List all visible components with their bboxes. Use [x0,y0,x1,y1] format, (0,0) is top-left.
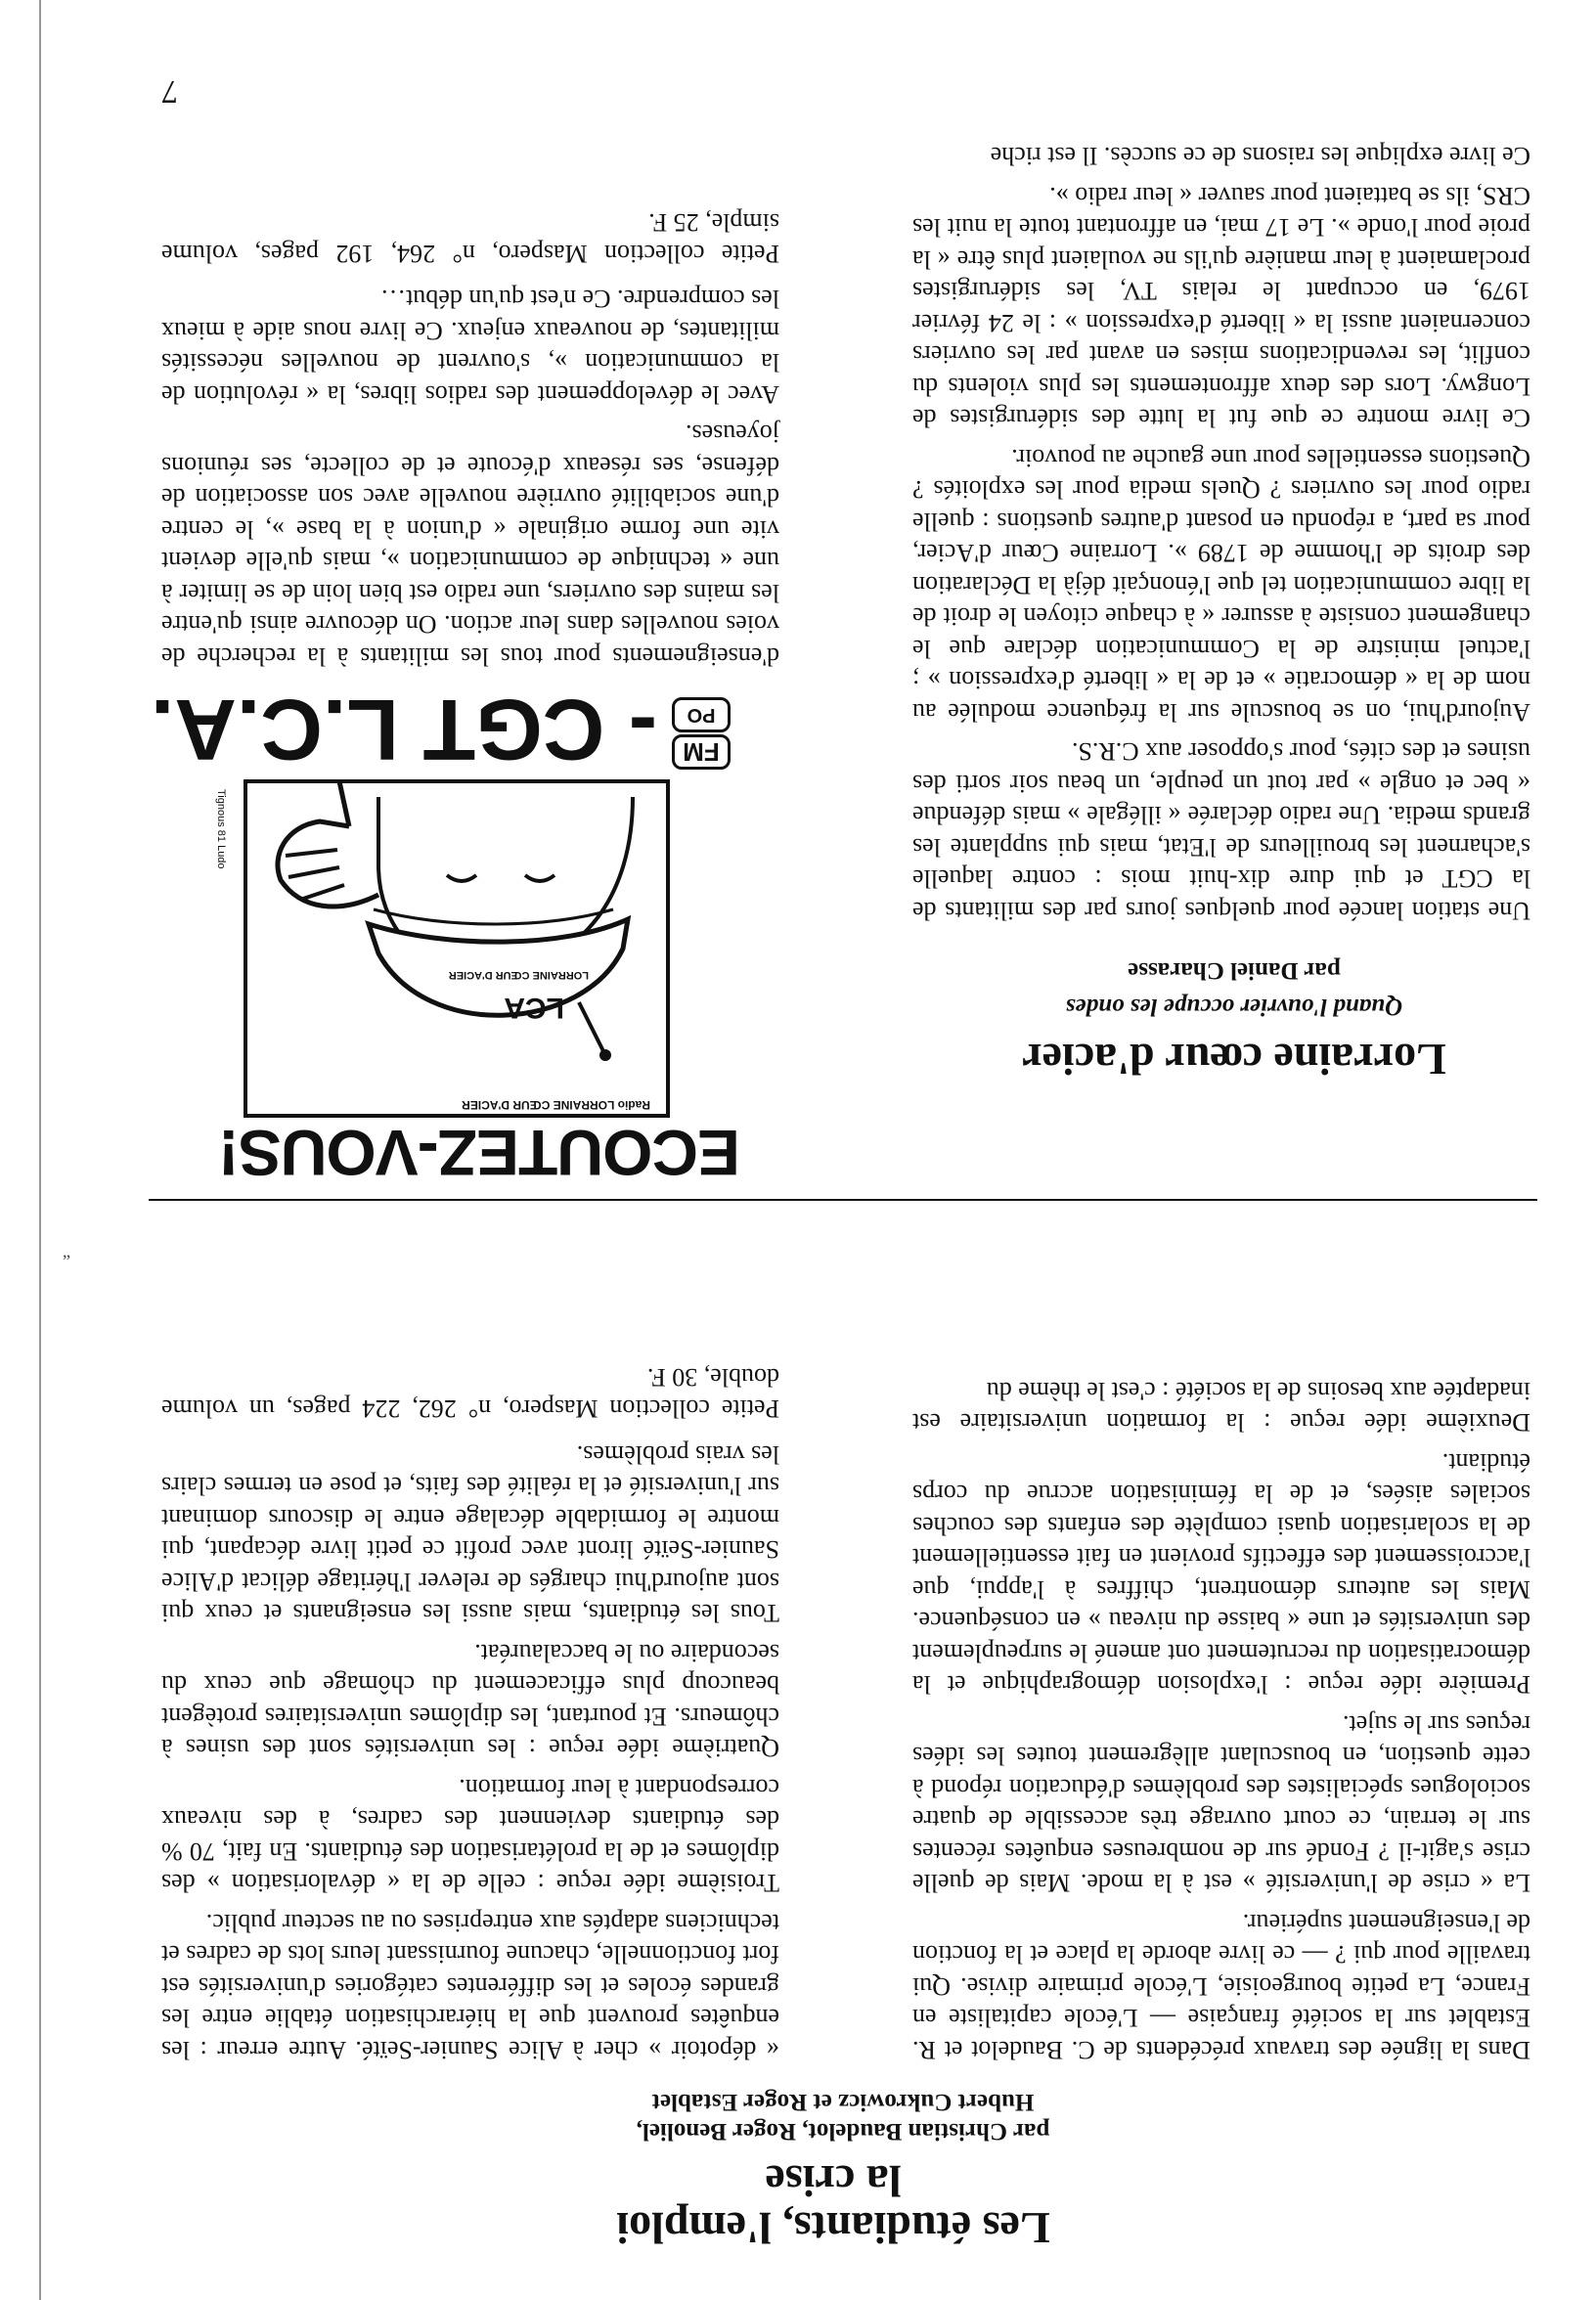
article2-byline: par Daniel Charasse [1128,957,1341,984]
poster-signature: Tignous 81 Ludo [215,789,227,869]
article1-publication-info: Petite collection Maspero, n° 262, 224 pages, un volume double, 30 F. [161,1363,779,1424]
article1-paragraph: La « crise de l'université » est à la mode. Mais de quelle crise s'agit-il ? Fondé sur de nombreuses enquêtes récentes sur le terrain, ce court ouvrage très accessible de quatre sociologues spécialistes des problèmes d'éducation répond à cette question, en bousculant allègrement toutes les idées reçues sur le sujet. [912,1710,1530,1898]
article-separator-rule [149,1199,1537,1201]
article2-column-right [161,206,779,672]
hard-hat-shape [369,919,628,1015]
article1-title [559,2157,1107,2251]
poster-station-label: Radio LORRAINE CŒUR D'ACIER [462,1098,650,1112]
article2-paragraph: d'enseignements pour tous les militants à la recherche de voies nouvelles dans leur action. On découvre ainsi qu'entre les mains des ouvriers, une radio est bien loin de se limiter à une « technique de communication », mais qu'elle devient vite une forme originale « d'union à la base », le centre d'une sociabilité ouvrière nouvelle avec son association de défense, ses réseaux d'écoute et de collecte, ses réunions joyeuses. [161,420,779,671]
article1-byline-line1: par Christian Baudelot, Roger Benoliel, [636,2118,1050,2145]
page-number: 7 [161,73,178,110]
helmet-band-text: LORRAINE CŒUR D'ACIER [448,969,589,981]
article1-column-left [912,1367,1530,2066]
poster-footer-text: - CGT L.C.A. [150,682,657,778]
article1-column-right [161,1362,779,2066]
article2-publication-info: Petite collection Maspero, n° 264, 192 pages, volume simple, 25 F. [161,208,779,268]
article1-byline [520,2087,1166,2145]
margin-mark: “ [63,1244,70,1263]
article2-paragraph: Ce livre montre ce que fut la lutte des sidérurgistes de Longwy. Lors des deux affrontements les plus violents du conflit, les revendications mises en avant par les ouvriers concernaient aussi la « liberté d'expression » : le 24 février 1979, en occupant le relais TV, les sidérurgistes proclamaient à leur manière qu'ils ne voulaient plus être « la proie pour l'onde ». Le 17 mai, en affrontant toute la nuit les CRS, ils se battaient pour sauver « leur radio ». [912,182,1530,433]
article2-paragraph: Aujourd'hui, on se bouscule sur la fréquence modulée au nom de la « démocratie » et de la « liberté d'expression » ; l'actuel ministre de la Communication déclare que le changement consiste à assurer « à chaque citoyen le droit de la libre communication tel que l'énonçait déjà la Déclaration des droits de l'homme de 1789 ». Lorraine Cœur d'Acier, pour sa part, a répondu en posant d'autres questions : quelle radio pour les ouvriers ? Quels media pour les exploités ? Questions essentielles pour une gauche au pouvoir. [912,444,1530,727]
article2-title: Lorraine cœur d'acier [1022,1035,1446,1084]
badge-fm: FM [672,734,731,770]
article1-paragraph: Deuxième idée reçue : la formation universitaire est inadaptée aux besoins de la société : c'est le thème du [912,1377,1530,1438]
article1-paragraph: Quatrième idée reçue : les universités sont des usines à chômeurs. Et pourtant, les diplômes universitaires protègent beaucoup plus efficacement du chômage que ceux du secondaire ou le baccalauréat. [161,1639,779,1763]
article1-title-line2: la crise [765,2156,902,2206]
article2-paragraph: Ce livre explique les raisons de ce succès. Il est riche [990,142,1530,171]
article1-title-line1: Les étudiants, l'emploi [616,2203,1050,2253]
article1-paragraph: Dans la lignée des travaux précédents de C. Baudelot et R. Establet sur la société française — L'école capitaliste en France, La petite bourgeoisie, L'école primaire divise. Qui travaille pour qui ? — ce livre aborde la place et la fonction de l'enseignement supérieur. [912,1909,1530,2064]
article1-paragraph: Première idée reçue : l'explosion démographique et la démocratisation du recrutement ont amené le surpeuplement des universités et une « baisse du niveau » en conséquence. Mais les auteurs démontrent, chiffres à l'appui, que l'accroissement des effectifs provient en fait essentiellement de la scolarisation quasi complète des enfants des couches sociales aisées, et de la féminisation accrue du corps étudiant. [912,1448,1530,1700]
poster-illustration [150,682,779,1190]
article2-paragraph: Avec le développement des radios libres, la « révolution de la communication », s'ouvrent de nouvelles nécessités militantes, de nouveaux enjeux. Ce livre nous aide à mieux les comprendre. Ce n'est qu'un début… [161,285,779,409]
article2-subtitle: Quand l'ouvrier occupe les ondes [1065,994,1403,1020]
hat-brim-line [374,909,613,924]
wrist [339,781,349,826]
helmet-text: LCA [504,992,564,1024]
article1-paragraph: Tous les étudiants, mais aussi les enseignants et ceux qui sont aujourd'hui chargés de relever l'héritage délicat d'Alice Saunier-Seïté liront avec profit ce petit livre décapant, qui montre le formidable décalage entre le discours dominant sur l'université et la réalité des faits, et pose en termes clairs les vrais problèmes. [161,1440,779,1628]
worker-eye [447,875,476,881]
worker-eye [525,875,554,881]
article2-paragraph: Une station lancée pour quelques jours par des militants de la CGT et qui dure dix-huit mois : contre laquelle s'acharnent les brouilleurs de l'Etat, mais qui supplante les grands media. Une radio déclarée « illégale » mais défendue « bec et ongle » par tout un peuple, un beau soir sorti des usines et des cités, pour s'opposer aux C.R.S. [912,737,1530,925]
poster-drawing [242,777,672,1120]
article1-paragraph: Troisième idée reçue : celle de la « dévalorisation » des diplômes et de la prolétarisation des étudiants. En fait, 70 % des étudiants deviennent des cadres, à des niveaux correspondant à leur formation. [161,1774,779,1898]
fm-po-badge [672,697,731,770]
article1-byline-line2: Hubert Cukrowicz et Roger Establet [651,2089,1035,2115]
scan-edge-line [39,0,41,2300]
article2-column-left [912,132,1530,926]
article1-paragraph: « dépotoir » cher à Alice Saunier-Seïté. Autre erreur : les enquêtes prouvent que la hiérarchisation établie entre les grandes écoles et les différentes catégories d'universités est fort fonctionnelle, chacune fournissant leurs lots de cadres et techniciens adaptés aux entreprises ou au secteur public. [161,1909,779,2064]
antenna [579,1002,603,1051]
antenna-tip [599,1049,611,1061]
poster-headline: ECOUTEZ-VOUS! [218,1117,740,1189]
hand-at-ear [278,821,378,907]
badge-po: PO [672,697,731,732]
